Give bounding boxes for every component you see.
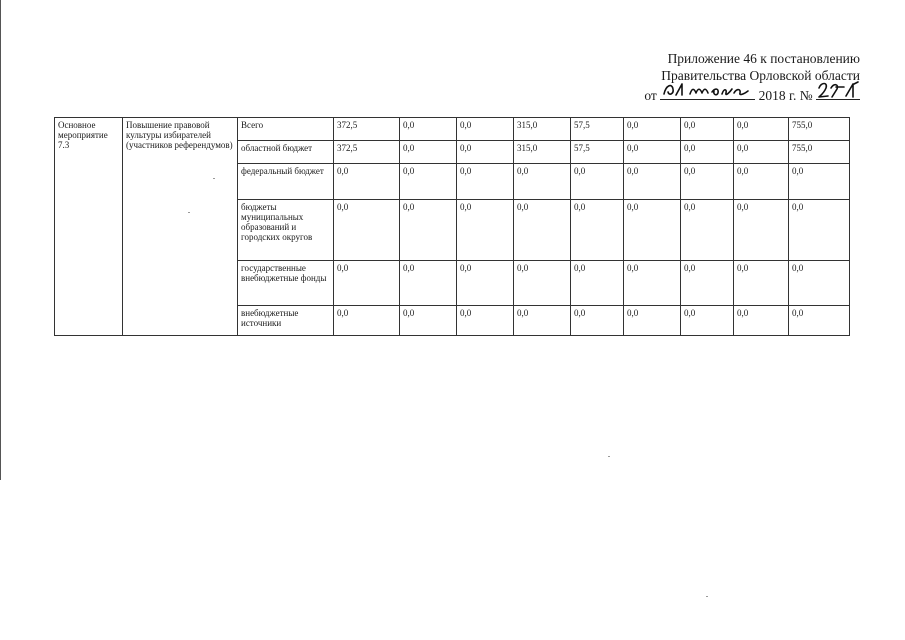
source-cell: областной бюджет [238, 141, 334, 164]
value-cell: 0,0 [789, 164, 850, 200]
value-cell: 372,5 [334, 118, 400, 141]
value-cell: 755,0 [789, 141, 850, 164]
value-cell: 0,0 [334, 164, 400, 200]
source-cell: внебюджетные источники [238, 306, 334, 336]
scan-speck [608, 456, 610, 457]
value-cell: 0,0 [571, 200, 624, 261]
scan-speck [188, 212, 190, 213]
value-cell: 57,5 [571, 141, 624, 164]
handwritten-date [660, 84, 755, 100]
source-cell: бюджеты муниципальных образований и городских округов [238, 200, 334, 261]
measure-name-cell: Повышение правовой культуры избирателей (участников референдумов) [123, 118, 238, 336]
value-cell: 0,0 [400, 200, 457, 261]
value-cell: 0,0 [571, 261, 624, 306]
value-cell: 0,0 [514, 200, 571, 261]
value-cell: 0,0 [681, 118, 734, 141]
source-cell: Всего [238, 118, 334, 141]
header-line-3 [560, 84, 860, 104]
value-cell: 0,0 [571, 306, 624, 336]
header-line-1: Приложение 46 к постановлению [667, 51, 860, 66]
value-cell: 0,0 [334, 261, 400, 306]
value-cell: 0,0 [457, 141, 514, 164]
measure-code-cell: Основное мероприятие 7.3 [55, 118, 123, 336]
financing-table [54, 117, 850, 336]
value-cell: 0,0 [457, 306, 514, 336]
value-cell: 0,0 [514, 306, 571, 336]
value-cell: 0,0 [681, 306, 734, 336]
value-cell: 0,0 [457, 164, 514, 200]
value-cell: 0,0 [681, 261, 734, 306]
value-cell: 0,0 [734, 164, 789, 200]
value-cell: 0,0 [334, 200, 400, 261]
value-cell: 0,0 [624, 306, 681, 336]
value-cell: 0,0 [624, 118, 681, 141]
handwritten-number [816, 84, 860, 100]
value-cell: 0,0 [681, 141, 734, 164]
value-cell: 372,5 [334, 141, 400, 164]
value-cell: 0,0 [734, 200, 789, 261]
value-cell: 0,0 [400, 164, 457, 200]
value-cell: 57,5 [571, 118, 624, 141]
value-cell: 0,0 [789, 200, 850, 261]
value-cell: 755,0 [789, 118, 850, 141]
scan-speck [213, 178, 215, 179]
value-cell: 0,0 [734, 261, 789, 306]
value-cell: 0,0 [789, 261, 850, 306]
source-cell: федеральный бюджет [238, 164, 334, 200]
value-cell: 0,0 [789, 306, 850, 336]
header-line-2: Правительства Орловской области [661, 68, 860, 83]
value-cell: 0,0 [457, 261, 514, 306]
value-cell: 0,0 [681, 164, 734, 200]
value-cell: 0,0 [514, 261, 571, 306]
value-cell: 0,0 [400, 118, 457, 141]
value-cell: 0,0 [734, 118, 789, 141]
value-cell: 0,0 [457, 118, 514, 141]
handwritten-date-scribble [660, 79, 755, 101]
value-cell: 0,0 [334, 306, 400, 336]
value-cell: 0,0 [624, 164, 681, 200]
value-cell: 0,0 [681, 200, 734, 261]
date-prefix: от [644, 88, 657, 103]
table-row [55, 118, 850, 141]
value-cell: 0,0 [734, 141, 789, 164]
date-year-number-label: 2018 г. № [758, 88, 813, 103]
value-cell: 315,0 [514, 141, 571, 164]
value-cell: 0,0 [734, 306, 789, 336]
document-header [560, 50, 860, 104]
value-cell: 0,0 [624, 261, 681, 306]
value-cell: 0,0 [457, 200, 514, 261]
value-cell: 0,0 [624, 141, 681, 164]
value-cell: 0,0 [571, 164, 624, 200]
source-cell: государственные внебюджетные фонды [238, 261, 334, 306]
page-edge [0, 0, 1, 480]
value-cell: 0,0 [514, 164, 571, 200]
value-cell: 315,0 [514, 118, 571, 141]
value-cell: 0,0 [400, 261, 457, 306]
value-cell: 0,0 [400, 306, 457, 336]
value-cell: 0,0 [624, 200, 681, 261]
value-cell: 0,0 [400, 141, 457, 164]
scan-speck [706, 596, 708, 597]
handwritten-number-scribble [816, 79, 860, 101]
